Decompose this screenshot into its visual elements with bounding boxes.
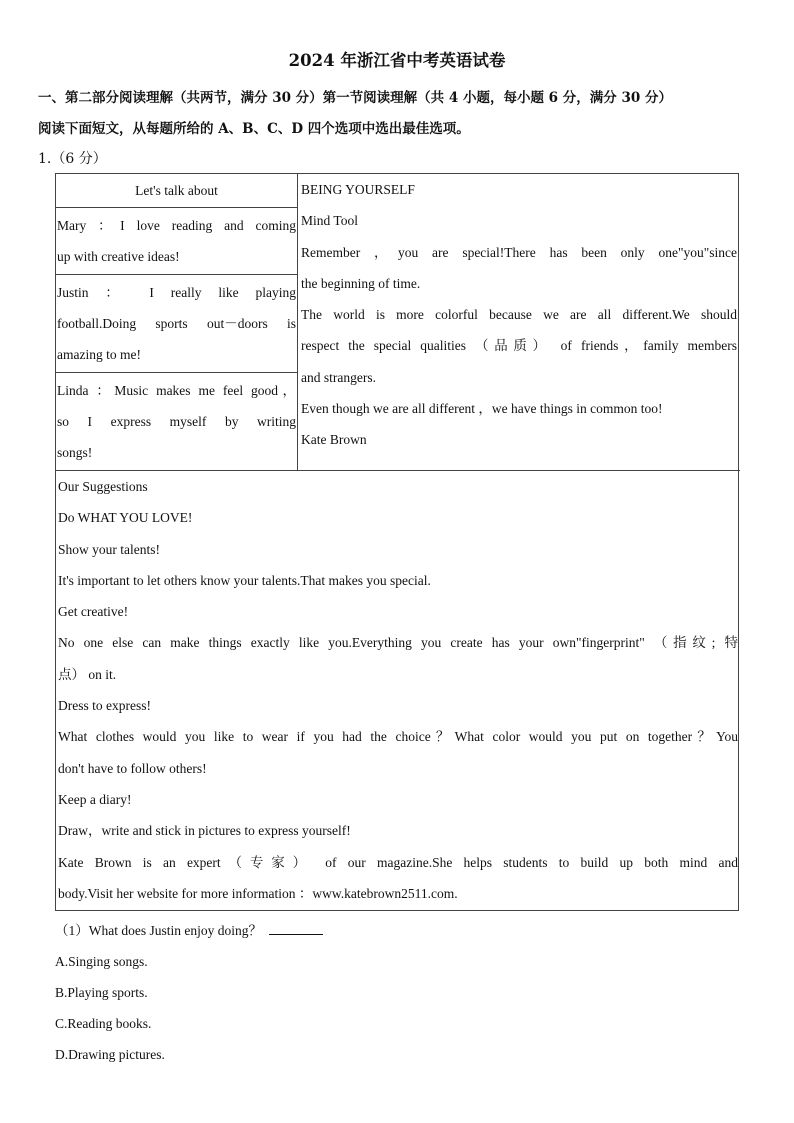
section-heading: 一、第二部分阅读理解（共两节，满分 30 分）第一节阅读理解（共 4 小题，每小题 6 分，满分 30 分） <box>38 90 672 106</box>
suggestion-line: No one else can make things exactly like you.Everything you create has your own"fingerprint" （指纹; 特 <box>58 635 738 651</box>
suggestion-line: It's important to let others know your talents.That makes you special. <box>58 572 431 588</box>
question-stem-row <box>55 915 323 946</box>
suggestion-line: don't have to follow others! <box>58 760 207 776</box>
suggestion-line: Do WHAT YOU LOVE! <box>58 510 193 526</box>
row-divider <box>56 372 297 373</box>
article-line: The world is more colorful because we are all different.We should <box>301 307 737 323</box>
suggestion-line: Dress to express! <box>58 698 151 714</box>
suggestion-line: Get creative! <box>58 604 129 620</box>
question-stem: （1）What does Justin enjoy doing？ <box>55 923 262 938</box>
suggestion-line: Show your talents! <box>58 541 160 557</box>
suggestions-cell <box>56 471 740 909</box>
cell-line: up with creative ideas! <box>57 249 180 264</box>
suggestion-line: 点） on it. <box>58 666 117 682</box>
person-cell-mary <box>56 210 297 272</box>
suggestion-line: body.Visit her website for more information ：www.katebrown2511.com. <box>58 885 458 901</box>
article-subheading: Mind Tool <box>301 213 358 229</box>
page-title: 2024 年浙江省中考英语试卷 <box>288 51 506 70</box>
instructions: 阅读下面短文，从每题所给的 A、B、C、D 四个选项中选出最佳选项。 <box>38 121 470 137</box>
cell-line: so I express myself by writing <box>57 414 296 429</box>
person-cell-linda <box>56 375 297 468</box>
cell-line: songs! <box>57 445 93 460</box>
suggestion-line: What clothes would you like to wear if you had the choice？What color would you put on together？You <box>58 729 738 745</box>
suggestion-line: Kate Brown is an expert（专家） of our magazine.She helps students to build up both mind and <box>58 854 738 870</box>
suggestion-line: Draw，write and stick in pictures to express yourself! <box>58 823 351 839</box>
suggestion-line: Our Suggestions <box>58 479 148 494</box>
option-c[interactable]: C.Reading books. <box>55 1016 152 1031</box>
question-label: 1.（6 分） <box>38 151 107 167</box>
article-line: the beginning of time. <box>301 275 421 291</box>
answer-blank[interactable] <box>269 919 323 935</box>
cell-line: Justin ： I really like playing <box>57 285 296 300</box>
person-cell-justin <box>56 277 297 370</box>
option-b[interactable]: B.Playing sports. <box>55 985 148 1000</box>
cell-line: Mary ：I love reading and coming <box>57 218 296 233</box>
article-line: respect the special qualities （品质） of friends，family members <box>301 338 737 354</box>
cell-line: football.Doing sports out－doors is <box>57 316 296 331</box>
article-cell <box>298 174 740 456</box>
option-d[interactable]: D.Drawing pictures. <box>55 1047 165 1062</box>
article-line: and strangers. <box>301 369 376 385</box>
article-heading: BEING YOURSELF <box>301 182 415 197</box>
reading-passage-table <box>55 173 739 911</box>
suggestion-line: Keep a diary! <box>58 791 132 807</box>
option-a[interactable]: A.Singing songs. <box>55 954 148 969</box>
question-1 <box>55 915 323 1070</box>
article-line: Even though we are all different ，we have things in common too! <box>301 401 663 417</box>
cell-line: Linda ：Music makes me feel good， <box>57 383 296 398</box>
article-author: Kate Brown <box>301 432 367 448</box>
article-line: Remember ，you are special!There has been only one"you"since <box>301 244 737 260</box>
cell-line: amazing to me! <box>57 347 141 362</box>
row-divider <box>56 207 297 208</box>
row-divider <box>56 274 297 275</box>
table-header-cell: Let's talk about <box>135 183 218 198</box>
